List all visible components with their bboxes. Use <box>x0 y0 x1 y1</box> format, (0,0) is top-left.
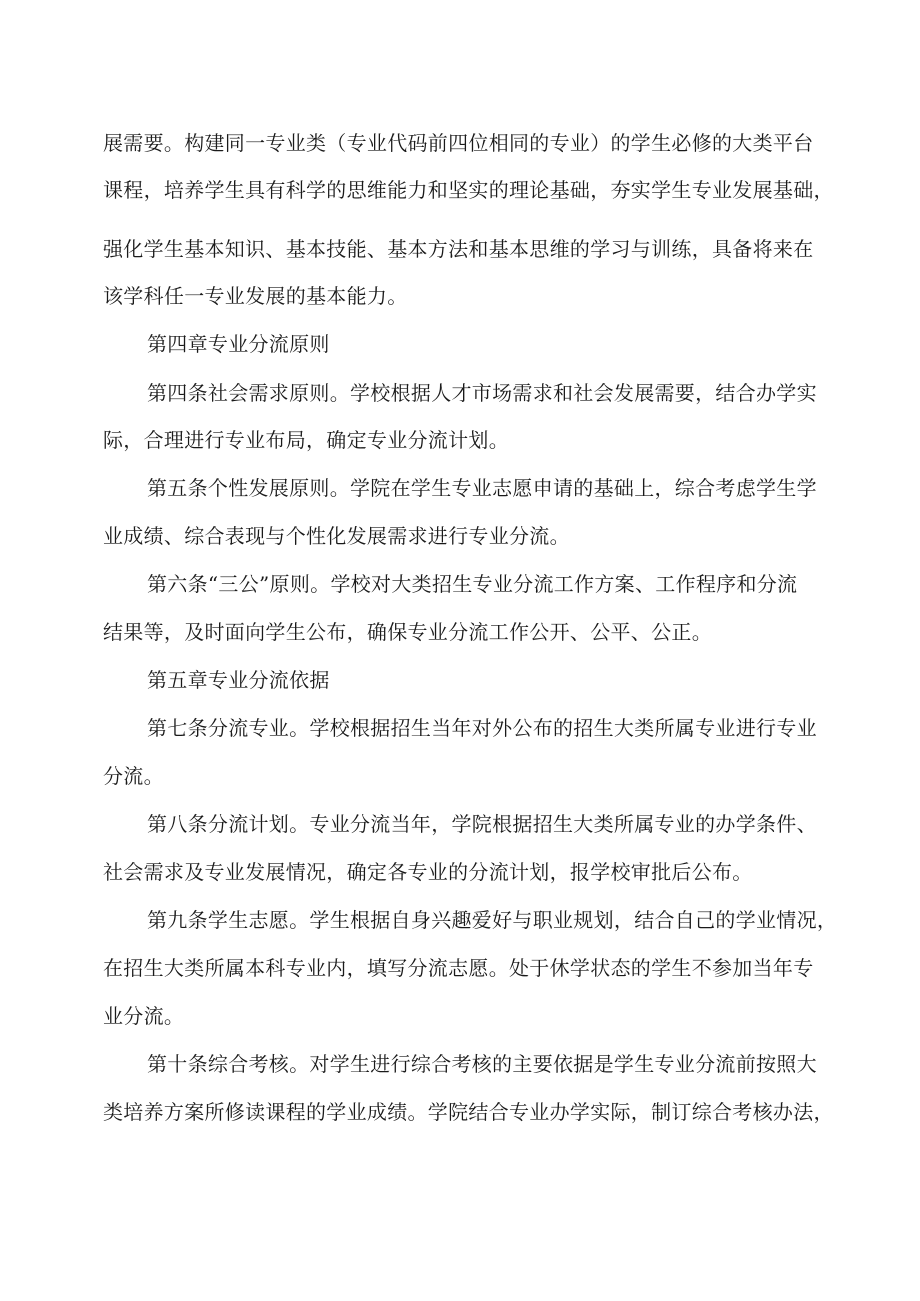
paragraph-line: 业分流。 <box>103 1004 185 1028</box>
paragraph-line: 该学科任一专业发展的基本能力。 <box>103 284 408 308</box>
paragraph-line: 业成绩、综合表现与个性化发展需求进行专业分流。 <box>103 524 570 548</box>
paragraph-line: 展需要。构建同一专业类（专业代码前四位相同的专业）的学生必修的大类平台 <box>103 131 814 155</box>
chapter-heading: 第五章专业分流依据 <box>147 668 330 692</box>
paragraph-line: 强化学生基本知识、基本技能、基本方法和基本思维的学习与训练，具备将来在 <box>103 237 814 261</box>
article-line: 第十条综合考核。对学生进行综合考核的主要依据是学生专业分流前按照大 <box>147 1052 817 1076</box>
article-line: 第八条分流计划。专业分流当年，学院根据招生大类所属专业的办学条件、 <box>147 812 817 836</box>
article-line: 第五条个性发展原则。学院在学生专业志愿申请的基础上，综合考虑学生学 <box>147 476 817 500</box>
article-line: 第九条学生志愿。学生根据自身兴趣爱好与职业规划，结合自己的学业情况， <box>147 908 838 932</box>
paragraph-line: 课程，培养学生具有科学的思维能力和坚实的理论基础，夯实学生专业发展基础， <box>103 178 834 202</box>
paragraph-line: 社会需求及专业发展情况，确定各专业的分流计划，报学校审批后公布。 <box>103 860 753 884</box>
paragraph-line: 类培养方案所修读课程的学业成绩。学院结合专业办学实际，制订综合考核办法， <box>103 1100 834 1124</box>
paragraph-line: 分流。 <box>103 764 164 788</box>
chapter-heading: 第四章专业分流原则 <box>147 332 330 356</box>
article-line: 第六条“三公”原则。学校对大类招生专业分流工作方案、工作程序和分流 <box>147 572 798 596</box>
paragraph-line: 结果等，及时面向学生公布，确保专业分流工作公开、公平、公正。 <box>103 620 712 644</box>
paragraph-line: 际，合理进行专业布局，确定专业分流计划。 <box>103 428 509 452</box>
article-line: 第七条分流专业。学校根据招生当年对外公布的招生大类所属专业进行专业 <box>147 716 817 740</box>
article-line: 第四条社会需求原则。学校根据人才市场需求和社会发展需要，结合办学实 <box>147 381 817 405</box>
paragraph-line: 在招生大类所属本科专业内，填写分流志愿。处于休学状态的学生不参加当年专 <box>103 956 814 980</box>
